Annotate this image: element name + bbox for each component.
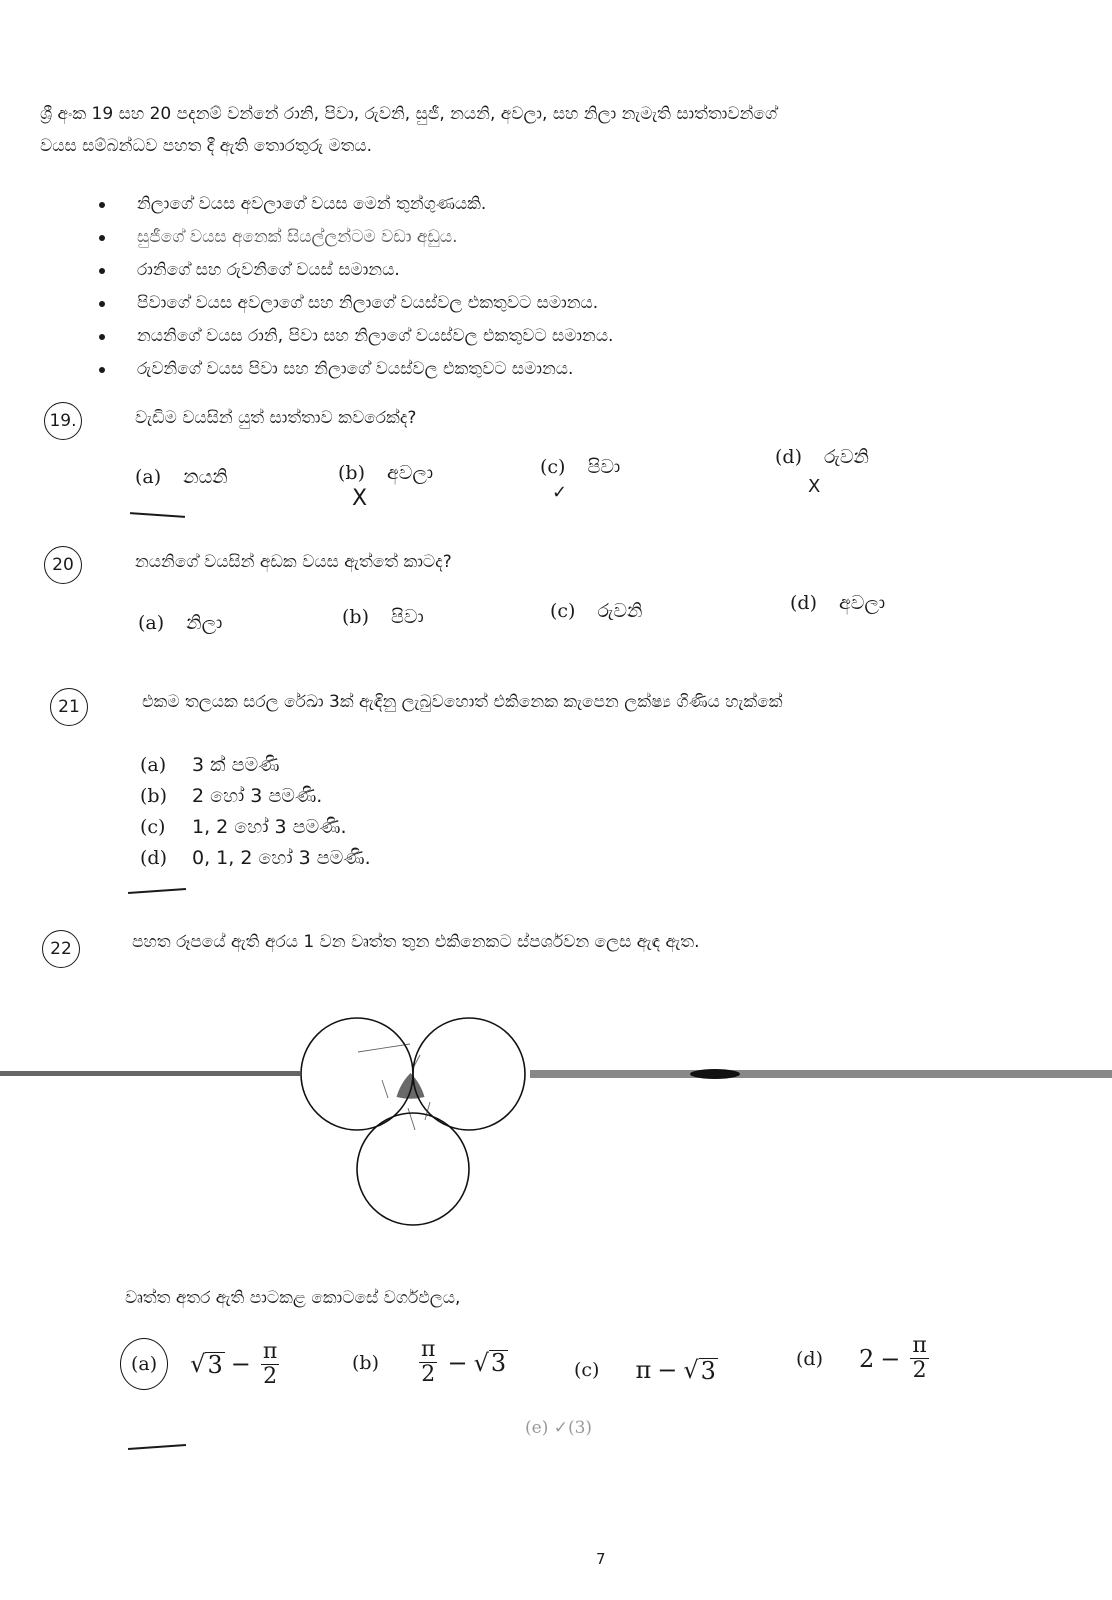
option-label: (d) [140, 847, 167, 869]
question-22-subtext: වෘත්ත අතර ඇති පාටකළ කොටසේ වර්ගඵලය, [125, 1288, 461, 1308]
scan-artifact-band [0, 1068, 1112, 1080]
q22-option-a[interactable] [120, 1338, 283, 1390]
tick-mark-c: ✓ [552, 482, 568, 503]
option-label: (d) [790, 592, 817, 614]
option-label: (d) [796, 1347, 823, 1370]
intro-line-1: ශ්‍රී අංක 19 සහ 20 පදනම් වන්නේ රානි, පිවා, රුවනි, සුජී, නයනි, අවලා, සහ නිලා නැමැති සාත්තාවන්ගේ [40, 104, 778, 124]
q20-option-d[interactable] [790, 592, 885, 614]
pi-symbol: π [635, 1356, 652, 1384]
whole-number: 2 [859, 1344, 875, 1373]
question-20-number: 20 [44, 546, 82, 584]
question-22-number: 22 [42, 930, 80, 968]
intro-paragraph [40, 98, 1100, 162]
option-label: (b) [140, 785, 167, 807]
page-number: 7 [596, 1550, 606, 1568]
q21-option-a[interactable] [140, 750, 371, 781]
sqrt-term: √ 3 [683, 1356, 716, 1385]
fraction [261, 1340, 279, 1389]
numerator: π [262, 1338, 278, 1364]
option-text: රුවනි [824, 446, 869, 468]
q22-option-b[interactable] [352, 1338, 508, 1387]
q19-option-d[interactable] [775, 446, 869, 468]
sqrt-term: √ 3 [473, 1348, 507, 1377]
q19-option-c[interactable] [540, 456, 620, 478]
option-label: (a) [120, 1338, 168, 1390]
circle-top-left [301, 1018, 413, 1130]
option-label: (c) [140, 816, 166, 838]
q19-option-b[interactable] [338, 462, 433, 484]
option-label: (a) [138, 612, 165, 634]
option-label: (b) [342, 606, 369, 628]
option-text: නිලා [186, 612, 223, 634]
clue-list [95, 188, 855, 386]
operator: − [230, 1350, 251, 1378]
circle-bottom [357, 1113, 469, 1225]
fraction [910, 1334, 928, 1383]
clue-item: නයනිගේ වයස රානි, පිවා සහ නිලාගේ වයස්වල එකතුවට සමානය. [95, 320, 855, 353]
option-label: (b) [338, 462, 365, 484]
option-label: (a) [140, 754, 167, 776]
fraction [419, 1338, 437, 1387]
question-19-number: 19. [44, 402, 82, 440]
intro-line-2: වයස සම්බන්ධව පහත දී ඇති තොරතුරු මතය. [40, 136, 373, 156]
three-circles-diagram [300, 1010, 540, 1240]
denominator: 2 [421, 1362, 436, 1387]
numerator: π [421, 1337, 436, 1362]
shaded-region [397, 1073, 425, 1099]
option-label: (a) [135, 466, 162, 488]
q20-option-b[interactable] [342, 606, 424, 628]
clue-item: රුවනිගේ වයස පිවා සහ නිලාගේ වයස්වල එකතුවට සමානය. [95, 353, 855, 386]
operator: − [657, 1356, 678, 1384]
clue-item: පිවාගේ වයස අවලාගේ සහ නිලාගේ වයස්වල එකතුවට සමානය. [95, 287, 855, 320]
numerator: π [912, 1333, 927, 1358]
q20-option-a[interactable] [138, 612, 222, 634]
option-label: (c) [550, 600, 576, 622]
q19-option-a[interactable] [135, 466, 228, 488]
sqrt-radicand: 3 [700, 1356, 716, 1385]
option-text: 1, 2 හෝ 3 පමණි. [192, 816, 347, 838]
question-22-text: පහත රූපයේ ඇති අරය 1 වන වෘත්ත තුන එකිනෙකට ස්පර්ශවන ලෙස ඇඳ ඇත. [132, 932, 700, 952]
option-text: 0, 1, 2 හෝ 3 පමණි. [192, 847, 371, 869]
option-text: අවලා [387, 462, 434, 484]
option-math [415, 1338, 508, 1387]
q21-option-b[interactable] [140, 781, 371, 812]
clue-item: සුජීගේ වයස අනෙක් සියල්ලන්ටම වඩා අඩුය. [95, 221, 855, 254]
faint-option-e: (e) ✓(3) [525, 1418, 593, 1438]
option-text: නයනි [183, 466, 228, 488]
denominator: 2 [912, 1358, 927, 1383]
circle-top-right [413, 1018, 525, 1130]
operator: − [880, 1344, 901, 1373]
q21-option-d[interactable] [140, 843, 371, 874]
cross-mark-d: X [808, 476, 821, 497]
answer-underline [130, 512, 185, 518]
option-text: රුවනි [597, 600, 643, 622]
q22-option-c[interactable] [574, 1356, 718, 1384]
option-label: (c) [540, 456, 566, 478]
answer-underline [128, 888, 186, 894]
clue-item: නිලාගේ වයස අවලාගේ වයස මෙන් තුන්ගුණයකි. [95, 188, 855, 221]
q22-option-d[interactable] [796, 1334, 933, 1383]
option-math [859, 1334, 933, 1383]
cross-mark-b: X [352, 486, 368, 511]
q21-options [140, 750, 371, 874]
option-label: (c) [574, 1359, 600, 1381]
sqrt-radicand: 3 [207, 1350, 223, 1379]
denominator: 2 [263, 1363, 278, 1389]
option-text: අවලා [839, 592, 886, 614]
question-21-number: 21 [50, 688, 88, 726]
option-text: පිවා [587, 456, 621, 478]
option-math [190, 1340, 283, 1389]
sqrt-radicand: 3 [490, 1349, 507, 1377]
option-text: 3 ක් පමණි [192, 754, 280, 776]
operator: − [447, 1348, 468, 1377]
option-text: 2 හෝ 3 පමණි. [192, 785, 323, 807]
option-math [635, 1356, 717, 1384]
question-21-text: එකම තලයක සරල රේඛා 3ක් ඇඳිනු ලැබුවහොත් එකිනෙක කැපෙන ලක්ෂ්‍ය ගිණිය හැක්කේ [142, 692, 783, 712]
q20-option-c[interactable] [550, 600, 642, 622]
option-text: පිවා [391, 606, 424, 628]
clue-item: රානිගේ සහ රුවනිගේ වයස් සමානය. [95, 254, 855, 287]
sqrt-term: √ 3 [190, 1350, 223, 1379]
answer-underline [128, 1444, 186, 1450]
q21-option-c[interactable] [140, 812, 371, 843]
question-20-text: නයනිගේ වයසින් අඩක වයස ඇත්තේ කාටද? [135, 552, 452, 572]
option-label: (b) [352, 1351, 379, 1374]
question-19-text: වැඩිම වයසින් යුත් සාත්තාව කවරෙක්ද? [135, 408, 417, 428]
option-label: (d) [775, 446, 802, 468]
